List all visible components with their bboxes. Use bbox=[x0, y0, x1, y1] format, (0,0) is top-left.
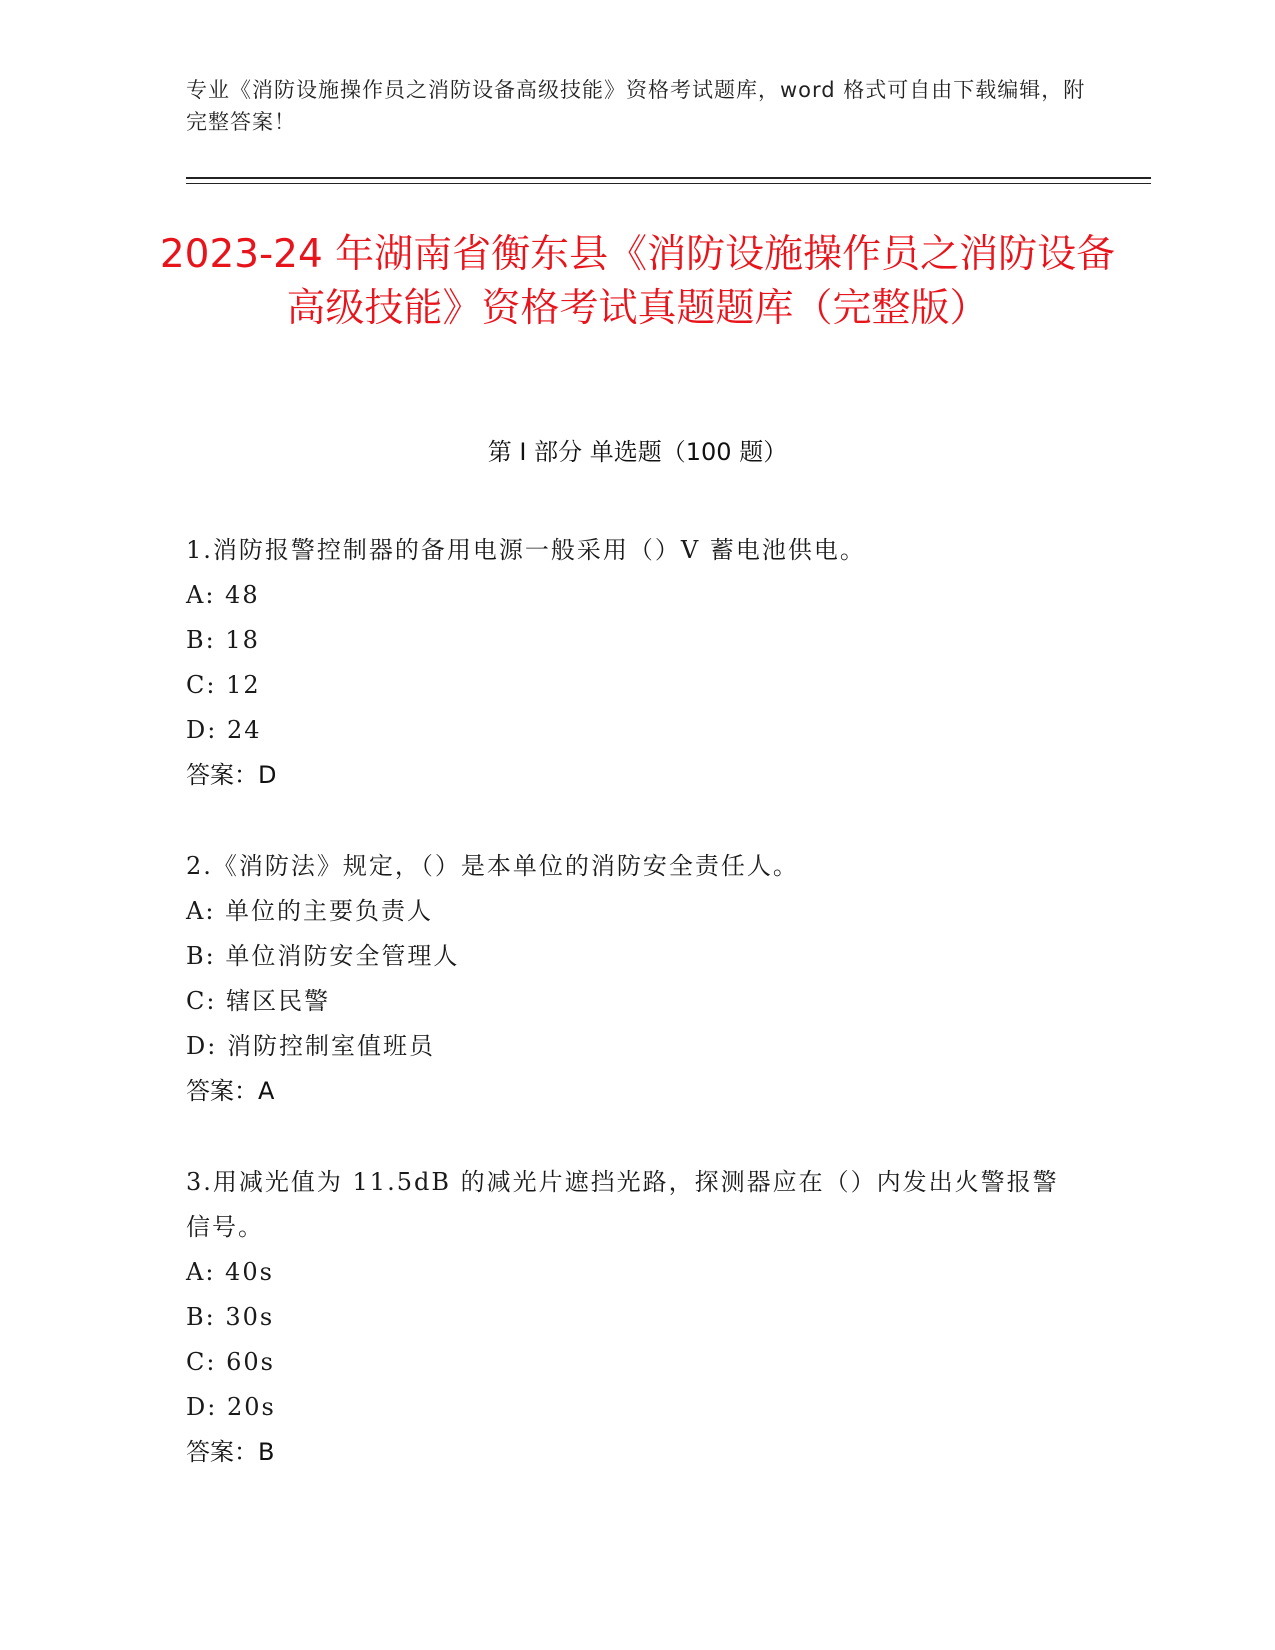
option-a: A: 40s bbox=[186, 1258, 274, 1286]
question-3 bbox=[186, 1160, 1076, 1475]
question-list bbox=[186, 528, 1076, 1521]
option-b: B: 单位消防安全管理人 bbox=[186, 942, 460, 970]
option-b: B: 18 bbox=[186, 626, 260, 654]
option-a: A: 48 bbox=[186, 581, 260, 609]
header-note: 专业《消防设施操作员之消防设备高级技能》资格考试题库，word 格式可自由下载编辑，附完整答案！ bbox=[186, 78, 1086, 134]
option-d: D: 消防控制室值班员 bbox=[186, 1032, 435, 1060]
option-d: D: 20s bbox=[186, 1393, 276, 1421]
question-1 bbox=[186, 528, 1076, 798]
header-divider-thick bbox=[186, 177, 1151, 179]
answer: 答案：A bbox=[186, 1077, 275, 1105]
header-divider-thin bbox=[186, 183, 1151, 184]
section-heading: 第 I 部分 单选题（100 题） bbox=[487, 438, 788, 466]
document-title: 2023-24 年湖南省衡东县《消防设施操作员之消防设备高级技能》资格考试真题题库（完整版） bbox=[159, 232, 1116, 331]
option-b: B: 30s bbox=[186, 1303, 275, 1331]
question-stem: 3.用减光值为 11.5dB 的减光片遮挡光路，探测器应在（）内发出火警报警信号。 bbox=[186, 1168, 1059, 1241]
question-stem: 1.消防报警控制器的备用电源一般采用（）V 蓄电池供电。 bbox=[186, 536, 866, 564]
option-c: C: 60s bbox=[186, 1348, 275, 1376]
option-c: C: 辖区民警 bbox=[186, 987, 331, 1015]
question-2 bbox=[186, 844, 1076, 1114]
option-d: D: 24 bbox=[186, 716, 262, 744]
option-c: C: 12 bbox=[186, 671, 261, 699]
question-stem: 2.《消防法》规定，（）是本单位的消防安全责任人。 bbox=[186, 852, 799, 880]
option-a: A: 单位的主要负责人 bbox=[186, 897, 434, 925]
answer: 答案：D bbox=[186, 761, 277, 789]
answer: 答案：B bbox=[186, 1438, 275, 1466]
